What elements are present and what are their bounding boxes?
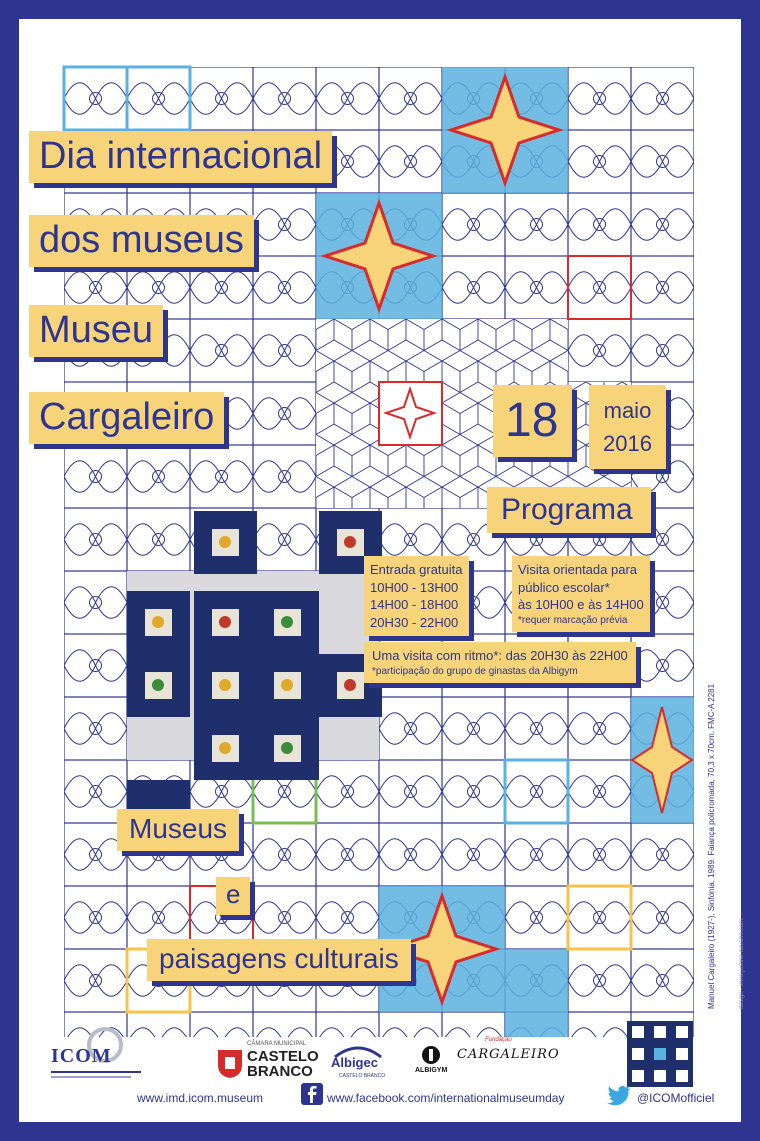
footer [19, 1019, 741, 1119]
free-entry-box [364, 556, 469, 636]
fundacao-small-text: Fundação [485, 1037, 512, 1043]
visit-note: *requer marcação prévia [518, 614, 628, 626]
rhythm-visit-box [364, 642, 636, 683]
design-credit: design - www.justine-navarro.com [739, 919, 745, 1010]
theme-line-1: Museus [117, 809, 239, 851]
albigec-logo[interactable] [327, 1045, 387, 1085]
facebook-icon[interactable] [301, 1083, 323, 1105]
date-month-year [589, 385, 666, 469]
albigec-subtitle: CASTELO BRANCO [339, 1073, 386, 1079]
rhythm-note: *participação do grupo de ginastas da Albigym [372, 665, 578, 677]
date-year: 2016 [603, 431, 652, 456]
tile-artwork [64, 67, 694, 1037]
visit-line-1: Visita orientada para [518, 562, 638, 577]
entry-time-1: 10H00 - 13H00 [370, 579, 459, 595]
facebook-link[interactable]: www.facebook.com/internationalmuseumday [327, 1091, 565, 1105]
albigym-logo[interactable] [413, 1045, 453, 1085]
theme-line-2: e [216, 877, 250, 915]
albigec-wordmark: Albigec [331, 1055, 378, 1070]
theme-line-3: paisagens culturais [147, 939, 411, 981]
title-line-4: Cargaleiro [29, 392, 224, 444]
poster [19, 19, 745, 1122]
free-entry-label: Entrada gratuita [370, 562, 463, 577]
title-line-1: Dia internacional [29, 131, 332, 183]
artwork-credit: Manuel Cargaleiro (1927-), Sinfonia, 1989. Faiança policromada, 70,3 x 70cm. FMC-A 2281 [707, 683, 716, 1009]
camara-name-1: CASTELO [247, 1048, 319, 1065]
camara-name-2: BRANCO [247, 1063, 313, 1080]
camara-small-text: CÂMARA MUNICIPAL [247, 1041, 307, 1047]
icom-logo[interactable] [47, 1025, 147, 1085]
title-line-2: dos museus [29, 215, 254, 267]
title-line-3: Museu [29, 305, 163, 357]
date-day: 18 [493, 385, 572, 457]
albigym-wordmark: ALBIGYM [415, 1067, 448, 1074]
program-heading: Programa [487, 487, 651, 533]
twitter-icon[interactable] [607, 1085, 631, 1105]
visit-line-2: público escolar* [518, 579, 610, 595]
tile-mosaic-qr-icon[interactable] [627, 1021, 693, 1087]
fundacao-cargaleiro-logo[interactable] [457, 1037, 560, 1083]
twitter-handle[interactable]: @ICOMofficiel [637, 1091, 715, 1105]
website-link[interactable]: www.imd.icom.museum [137, 1091, 264, 1105]
fundacao-wordmark: CARGALEIRO [457, 1047, 560, 1062]
icom-wordmark: ICOM [51, 1045, 112, 1067]
castle-shield-icon [217, 1049, 243, 1079]
entry-time-3: 20H30 - 22H00 [370, 614, 459, 630]
guided-visit-box [512, 556, 650, 632]
visit-line-3: às 10H00 e às 14H00 [518, 597, 644, 613]
entry-time-2: 14H00 - 18H00 [370, 597, 459, 613]
date-month: maio [603, 398, 652, 423]
albigym-mark-icon [421, 1045, 441, 1065]
rhythm-text: Uma visita com ritmo*: das 20H30 às 22H00 [372, 648, 628, 663]
